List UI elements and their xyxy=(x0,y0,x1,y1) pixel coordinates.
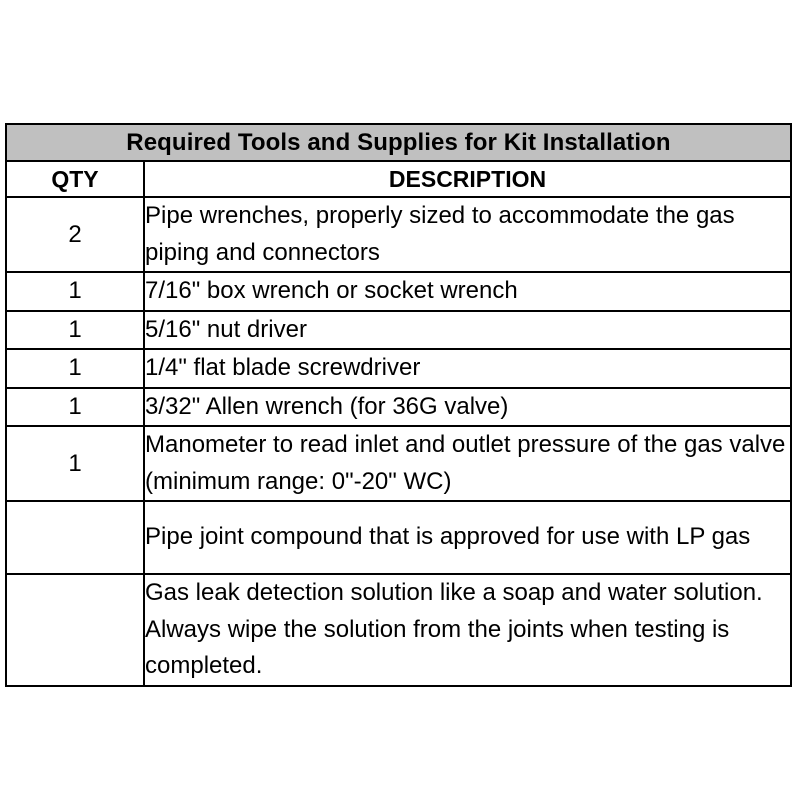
table-title: Required Tools and Supplies for Kit Installation xyxy=(6,124,791,161)
description-cell: 1/4" flat blade screwdriver xyxy=(144,349,791,388)
table-row xyxy=(6,197,791,272)
table-row xyxy=(6,272,791,311)
table-row xyxy=(6,388,791,427)
description-cell: 3/32" Allen wrench (for 36G valve) xyxy=(144,388,791,427)
qty-header: QTY xyxy=(6,161,144,197)
table-row xyxy=(6,426,791,501)
description-cell: Pipe wrenches, properly sized to accommodate the gas piping and connectors xyxy=(144,197,791,272)
description-cell: 5/16" nut driver xyxy=(144,311,791,350)
qty-cell: 1 xyxy=(6,426,144,501)
header-row xyxy=(6,161,791,197)
tools-supplies-table xyxy=(5,123,792,687)
description-cell: Gas leak detection solution like a soap and water solution. Always wipe the solution from the joints when testing is completed. xyxy=(144,574,791,686)
qty-cell: 1 xyxy=(6,349,144,388)
description-cell: 7/16" box wrench or socket wrench xyxy=(144,272,791,311)
table-row xyxy=(6,501,791,574)
qty-cell xyxy=(6,501,144,574)
description-header: DESCRIPTION xyxy=(144,161,791,197)
description-cell: Pipe joint compound that is approved for use with LP gas xyxy=(144,501,791,574)
title-row xyxy=(6,124,791,161)
table-row xyxy=(6,311,791,350)
qty-cell: 1 xyxy=(6,388,144,427)
table-row xyxy=(6,574,791,686)
description-cell: Manometer to read inlet and outlet pressure of the gas valve (minimum range: 0"-20" WC) xyxy=(144,426,791,501)
qty-cell: 2 xyxy=(6,197,144,272)
table-row xyxy=(6,349,791,388)
qty-cell xyxy=(6,574,144,686)
qty-cell: 1 xyxy=(6,311,144,350)
qty-cell: 1 xyxy=(6,272,144,311)
